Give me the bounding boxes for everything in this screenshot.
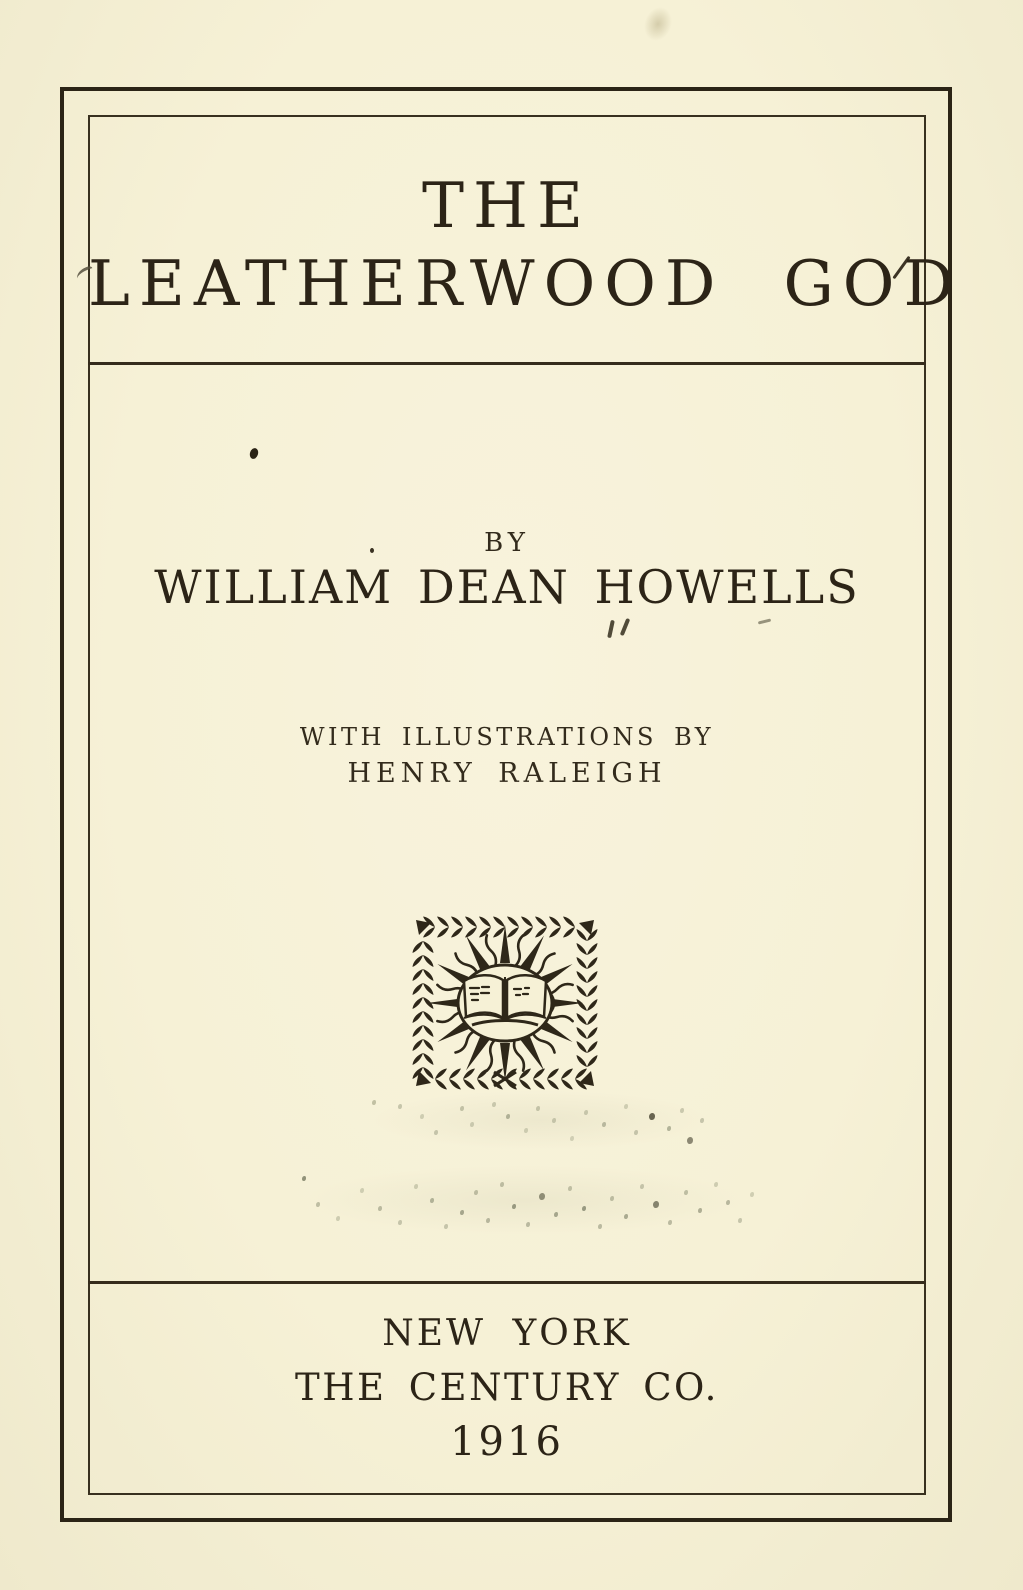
- divider-rule-bottom: [88, 1281, 926, 1284]
- imprint-publisher: THE CENTURY CO.: [295, 1366, 719, 1409]
- illustrator-name: HENRY RALEIGH: [347, 758, 667, 789]
- illustration-credit-label: WITH ILLUSTRATIONS BY: [299, 723, 715, 751]
- author-name: WILLIAM DEAN HOWELLS: [154, 560, 860, 614]
- inner-border: [88, 115, 963, 1495]
- faded-stamp-haze: [300, 1165, 750, 1235]
- divider-rule-top: [88, 362, 926, 365]
- imprint-year: 1916: [450, 1419, 564, 1465]
- book-title-line2: LEATHERWOOD GOD: [88, 247, 963, 320]
- faded-stamp-haze: [370, 1090, 710, 1150]
- publisher-colophon-icon: [410, 914, 600, 1092]
- book-title-line1: THE: [422, 169, 592, 242]
- scan-smudge: [639, 2, 678, 45]
- imprint-city: NEW YORK: [382, 1313, 632, 1354]
- byline-label: BY: [484, 528, 530, 558]
